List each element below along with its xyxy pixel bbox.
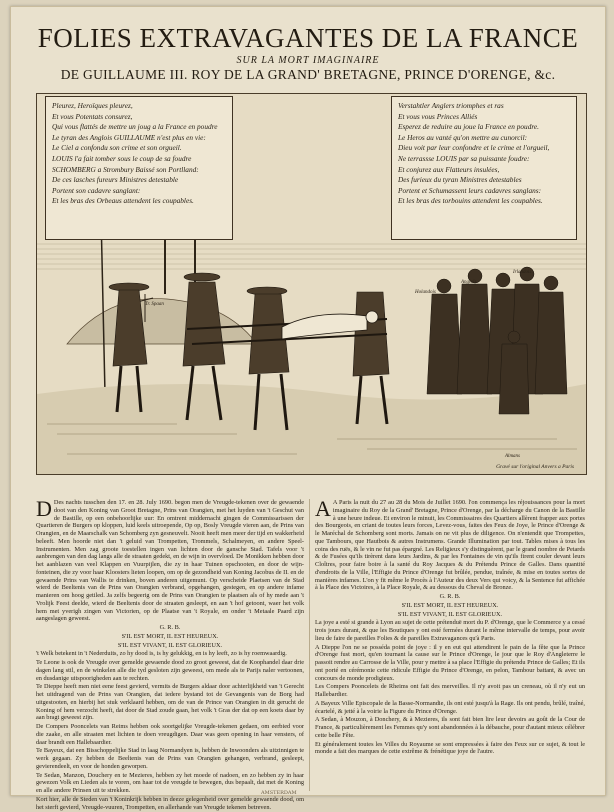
paragraph: Les Compers Pooncelets de Rheims ont fait des merveilles. Il n'y avoit pas un creneau, où il n'y eut un Hallebardier. (315, 683, 585, 698)
print-sheet (10, 6, 606, 811)
paragraph: 't Welk betekent in 't Nederduits, zo hy dood is, is hy gelukkig, en is hy leeft, zo is hy roemwaardig. (36, 650, 287, 658)
drop-cap: D (36, 496, 52, 521)
paragraph: Te Sedan, Manzon, Douchery en te Mezieres, hebben zy het moede of nadoen, en zo hebben zy in haar gewezen Volk en Lieden als te voren, om haar tot de vreugde te bewegen, dus bepaalt, dat met de Koning en alle andere Prinsen uit te strekken. (36, 771, 304, 794)
paragraph: Kort hier, alle de Steden van 't Koninkrijk hebben in deeze gelegenheid over gemelde gewaende dood, om het sterft gevierd, Vreugde-vuuren, Trompetten, en allerhande van Vreugde tekenen betreven. (36, 795, 304, 811)
figure-label: Holandois (415, 290, 436, 295)
paragraph: De Compers Pooncelets van Reims hebben ook soortgelijke Vreugde-tekenen gedaen, om eerbied voor die zaake, en alle straaten met lichten te doen vreugdigen. Daar was geen opening in haar vensters, of daar brandt een Hallebaardier. (36, 723, 304, 746)
verse-line: Et vous vous Princes Alliés (398, 111, 478, 121)
verse-line: De ces lasches fureurs Ministres detestable (52, 175, 179, 185)
engraver-signature: Gravé sur l'original Anvers a Paris (496, 464, 574, 470)
print-title: FOLIES EXTRAVAGANTES DE LA FRANCE (37, 23, 579, 53)
figure-label: Almans (505, 454, 520, 459)
verse-line: LOUIS l'a fait tomber sous le coup de sa foudre (52, 153, 192, 163)
verse-line: Pleurez, Heroïques pleurez, (52, 101, 133, 110)
verse-line: Et vous Potentats consurez, (52, 111, 133, 121)
paragraph: A Sedan, à Mouzon, à Donchery, & à Mezieres, ils sont fait bien lire leur devoirs au goût de la Cour de France, & particulièrement les Femmes qu'y sont abandonnées à la débauche, pour d'autant mieux célébrer cette belle Fête. (315, 716, 585, 739)
print-subject: DE GUILLAUME III. ROY DE LA GRAND' BRETAGNE, PRINCE D'ORENGE, &c. (60, 67, 556, 82)
paragraph: Te Bayeux, dat een Bisschoppelijke Stad in laag Normandyen is, hebben de Inwoonders als uitzinnigen te werk gegaan. Zy hebben de Beeltenis van de Prins van Orangien gehangen, verbrand, gesleept, gevierendeelt, en voor de honden geworpen. (36, 747, 304, 770)
drop-cap: A (315, 496, 331, 521)
verse-line: Et conjurez aux Flatteurs insulées, (398, 164, 500, 174)
verse-line: Le tyran des Anglois GUILLAUME n'est plus en vie: (52, 132, 206, 142)
paragraph: Te Dieppe heeft men niet eene feest gevierd, vermits de Burgers aldaar door achterlijkheid van 't Gerecht het uitdragend van de Prins van Orangien, dat iedere bystand tot de Gevangenis van de Borg had uitgestooten, en hierbij het stuk verklaard hebben, om de van de Prince van Orangien in dit gerucht de Koning of hem verzocht heeft, dat door de Stad zoude gaan, het volk 't Gras der dat op een koets daar by aan bragt geweest zijn. (36, 683, 304, 722)
paragraph: A Bayeux Ville Episcopale de la Basse-Normandie, ils ont esté jusqu'à la Rage. Ils ont pendu, brûlé, traîné, écartelé, & jetté à la voirie la Figure du Prince d'Orenge. (315, 699, 585, 715)
figure-label: Irlandois (513, 270, 532, 275)
paragraph: D Des nachts tusschen den 17. en 28. July 1690. begon men de Vreugde-tekenen over de gewaende doot van den Koning van Groot Bretagne, Prins van Orangien, met het luyden van 't Geschut van de Bastille, op een onbehoorlijke uur: En omtrent middernacht gingen de Commissarissen der Quartieren de Burgers op kloppen, luid keels uitroepende, Op op, Bosly Vreugde vieren aan, de Prins van Orangien, en de Maarschalk van Schomberg zyn gesneuvelt. Nooit heeft men meer der tijd en wakkerheid beleeft. Men hoorde niet dan 't geluid van Trompetten, Trommels, Schalmeyen, en andere Speel-Instrumenten. Men zag groote toestellen ingen van lichten door de gansche Stad. Tafels voor 't aanbrengen van den dag langs alle de straaten gedekt, en de wijn in overvloed. De Monikken hebben door het aanblazen van veel Klappen en Vuurpijlen, die zy in haar Tuinen opschooten, en door de wijn-fonteinen, die zy voor haar Kloosters lieten loopen, om op de gezondheid van Koning Jacobus de II. en de gewaende Prins van Wallis te drinken, boven anderen uitgemunt. Op verscheide Plaetsen van de Stad wierd de Beeltenis van de Prins van Orangien verbrand, opgehangen, gestegen, en op andere infame manieren om hoog getiled. Ja zelfs begeerig om de Prins van Orangien te plaatsen als of hy mede aan 't Vrolijk Feest deelde, wierd de Beeltenis door de straaten gesleept, en aan 't hof getoont, waer het volk hem met yverigh zingen van Victorien, op de Plaatse van 't Royale, en onder 't Metaale Paard zijn aangeslagen geweest. (36, 496, 304, 623)
verse-line: Ne terrassse LOUIS par sa puissante foudre: (398, 153, 530, 163)
print-subtitle: SUR LA MORT IMAGINAIRE (236, 55, 380, 66)
paragraph: La joye a esté si grande à Lyon au sujet de cette prétenduë mort du P. d'Orenge, que le Commerce y a cessé trois jours durant, & que les Boutiques y ont esté fermées durant le même intervalle de temps, pour avoir lieu de faire de pareilles Folies & de pareilles Extravagances qu'à Paris. (315, 619, 585, 642)
imprint-footer: AMSTERDAM (261, 790, 297, 796)
verse-line: Et les bras des Orbeaus attendent les coupables. (52, 196, 194, 206)
verse-line: Esperez de reduire au joue la France en poudre. (398, 122, 539, 132)
refrain-line: S'IL EST VIVANT, IL EST GLORIEUX. (117, 641, 223, 649)
verse-line: Le Ciel a confondu son crime et son orgueil. (52, 143, 182, 153)
verse-line: Verstahtler Anglers triomphes et ras (398, 101, 504, 110)
engraving-plate (36, 93, 587, 475)
figure-label: Anglois (461, 280, 477, 285)
refrain-line: S'IL EST VIVANT, IL EST GLORIEUX. (397, 610, 503, 618)
verse-line: Portent son cadavre sanglant: (52, 185, 141, 195)
verse-line: SCHOMBERG a Strombury Baissé son Portlland: (52, 164, 199, 174)
paragraph: Te Leone is ook de Vreugde over gemelde gewaende dood zo groot geweest, dat de Koophandel daar drie dagen lang stil, en de winkelen alle die tyd gesloten zijn geweest, om mede als te Parijs naler vertoonen, en dusdanige uitspoorigheden aan te rechten. (36, 659, 304, 682)
paragraph: Et généralement toutes les Villes du Royaume se sont empressées à faire des Feux sur ce sujet, & tout le monde a fait des marques de cette extrême & frénétique joye de l'autre. (315, 740, 585, 756)
refrain-line: S'IL EST MORT, IL EST HEUREUX. (401, 601, 499, 609)
column-divider (309, 499, 310, 791)
refrain-line: G. R. B. (159, 624, 181, 631)
refrain-line: S'IL EST MORT, IL EST HEUREUX. (121, 632, 219, 640)
paragraph: A Dieppe l'on ne se posséda point de joye : il y en eut qui attendirent le pain de la fête que la Prince d'Orenge fust mort, qu'en tournant la cause sur le Prince d'Orenge, le jour que le Roy d'Angleterre le passoit rendre au Carrosse de la Ville, pour y mettre à sa place l'Effigie du prétendu Prince de Galles; Et ils ont porté en cérémonie cette ridicule Effigie du Prince d'Orenge, en pelon, Tambour battant, & avec un concours de monde prodigieux. (315, 643, 585, 682)
text-column-french (315, 496, 585, 757)
text-column-dutch (36, 496, 304, 812)
verse-line: Des furieux du tyran Ministres detestables (398, 175, 522, 185)
figure-label: Tr. Spaan (145, 302, 164, 307)
verse-line: Dieu voit par leur confondre et le crime et l'orgueil, (398, 143, 550, 153)
verse-cartouche-right (391, 96, 577, 240)
refrain-line: G. R. B. (439, 593, 461, 600)
verse-line: Qui vous flattés de mettre un joug a la France en poudre (52, 122, 218, 132)
verse-cartouche-left (45, 96, 233, 240)
verse-line: Portent et Schumassent leurs cadavres sanglans: (398, 185, 542, 195)
verse-line: Le Heros au vanté qu'on mettre au cunorcil: (398, 132, 528, 142)
verse-line: Et les bras des torbouins attendent les coupables. (398, 196, 543, 206)
paragraph: A A Paris la nuit du 27 au 28 du Mois de Juillet 1690. l'on commença les réjouissances pour la mort imaginaire du Roy de la Grand' Bretagne, Prince d'Orenge, par la décharge du Canon de la Bastille à une heure indeue. Et environ le minuit, les Commissaires des Quartiers allèrent frapper aux portes des Bourgeois, en criant de toutes leurs forces, Levez-vous, faites des Feux de Joye, le Prince d'Orenge & le Maréchal de Schomberg sont morts. Jamais on ne vit plus de diligence. On n'entendit que Trompettes, que Tambours, que Hautbois & autres Instrumens. Grande Illumination par tout. Tables mises à tous les coins des ruës, & le vin ne fut pas épargné. Les Religieux s'y distinguèrent, par le grand nombre de Petards & de Fusées qu'ils tirèrent dans leurs Jardins, & par les Fontaines de vin qu'ils firent couler devant leurs Cloîtres, pour faire boire à la santé du Roy Jacques & du Prétendu Prince de Galles. Dans quantité d'endroits de la Ville, l'Effigie du Prince d'Orenge fut brûlée, pendue, traînée, & mise en toutes sortes de manières infames. L'on y fit même le Procès à l'Auteur des deux Vers qui voicy, & la Sentence fut affichée à la Place des Victoires, à la Place Royale, & au dessous du Cheval de Bronze. (315, 496, 585, 592)
